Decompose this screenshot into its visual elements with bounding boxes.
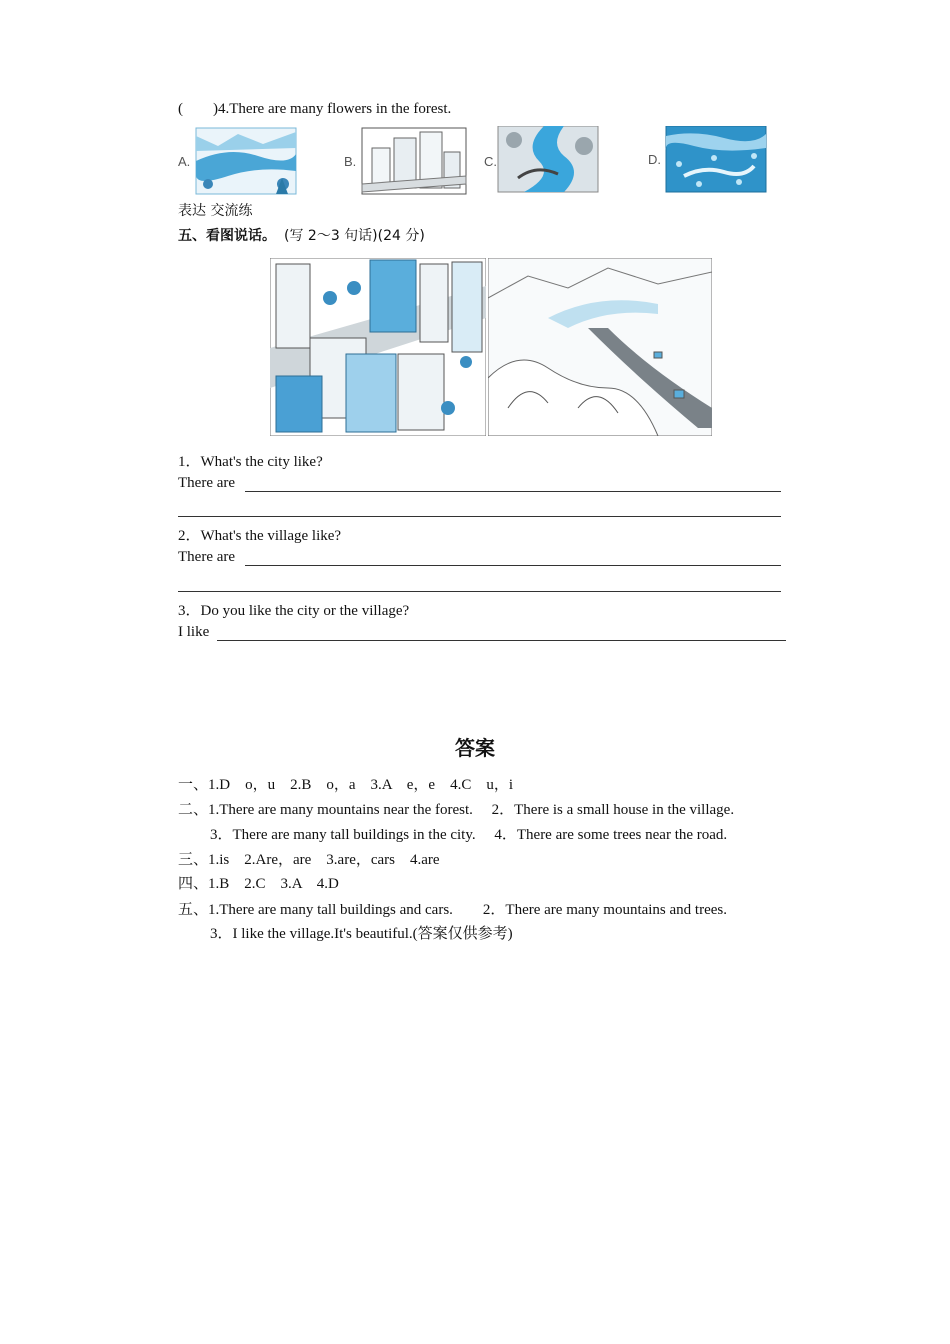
q4-text: )4.There are many flowers in the forest.	[213, 101, 452, 117]
question-1-prefix: There are	[178, 475, 236, 491]
option-a-picture	[178, 126, 298, 196]
answer-line-four: 四、1.B 2.C 3.A 4.D	[178, 876, 339, 892]
city-picture	[270, 258, 486, 436]
q4-line	[178, 101, 451, 118]
river-bridge-illustration	[484, 126, 600, 196]
answer-line-two-b: 3．There are many tall buildings in the city. 4．There are some trees near the road.	[210, 827, 728, 843]
city-illustration	[270, 258, 486, 436]
option-b-picture	[342, 126, 468, 196]
option-d-label: D.	[648, 152, 661, 167]
question-1: 1．What's the city like?	[178, 454, 323, 470]
question-3: 3．Do you like the city or the village?	[178, 603, 410, 619]
river-scene-illustration	[178, 126, 298, 196]
answer-paren: (	[178, 101, 183, 117]
section-5-heading	[178, 225, 425, 245]
question-2-prefix: There are	[178, 549, 236, 565]
answer-line-1a[interactable]	[245, 491, 781, 492]
answer-line-three: 三、1.is 2.Are，are 3.are，cars 4.are	[178, 852, 440, 868]
option-c-label: C.	[484, 154, 497, 169]
answers-title: 答案	[455, 736, 495, 760]
city-buildings-illustration	[342, 126, 468, 196]
answer-line-2a[interactable]	[245, 565, 781, 566]
question-2: 2．What's the village like?	[178, 528, 342, 544]
answer-line-1b[interactable]	[178, 516, 781, 517]
answer-line-3[interactable]	[217, 640, 786, 641]
village-picture	[488, 258, 712, 436]
village-illustration	[488, 258, 712, 436]
answer-line-five-b: 3．I like the village.It's beautiful.(答案仅供参考)	[210, 926, 513, 942]
option-a-label: A.	[178, 154, 191, 169]
section-5-note: (写 2～3 句话)(24 分)	[284, 228, 425, 244]
section-5-title: 五、看图说话。	[178, 228, 276, 244]
option-b-label: B.	[344, 154, 357, 169]
question-3-prefix: I like	[178, 624, 210, 640]
option-d-picture	[644, 126, 768, 196]
forest-flowers-illustration	[644, 126, 768, 196]
answer-line-five-a: 五、1.There are many tall buildings and cars. 2．There are many mountains and trees.	[178, 902, 727, 918]
answer-line-2b[interactable]	[178, 591, 781, 592]
answer-line-one: 一、1.D o，u 2.B o，a 3.A e，e 4.C u，i	[178, 777, 513, 793]
answer-line-two-a: 二、1.There are many mountains near the forest. 2．There is a small house in the village.	[178, 802, 735, 818]
option-c-picture	[484, 126, 600, 196]
section-label: 表达 交流练	[178, 203, 253, 219]
